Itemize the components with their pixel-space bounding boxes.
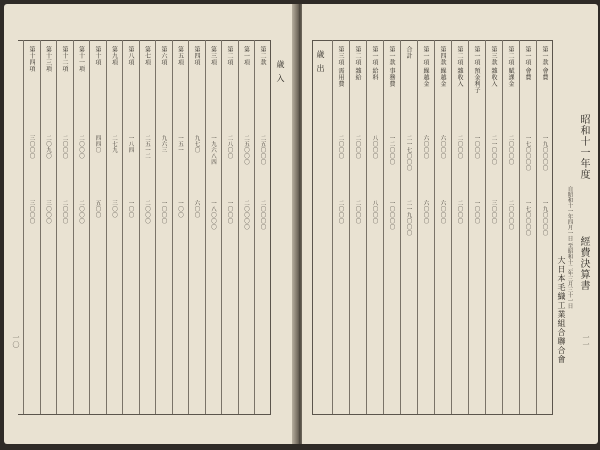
row-label: 第四項 [193, 46, 200, 66]
budget-amount: 四四〇 [94, 135, 101, 153]
budget-amount: 一九〇〇〇〇 [541, 135, 548, 171]
settled-amount: 二〇〇〇 [337, 200, 344, 224]
table-bottom-rule [312, 414, 552, 415]
settled-amount: 一七〇〇〇〇 [524, 200, 531, 236]
table-row [485, 40, 503, 414]
budget-amount: 九六三 [160, 135, 167, 153]
row-label: 第一項 會費 [524, 46, 531, 81]
row-label: 第十項 [94, 46, 101, 66]
budget-amount: 二七九 [111, 135, 117, 153]
budget-amount: 二〇〇〇 [354, 135, 361, 159]
title-suffix: 經費決算書 [578, 236, 589, 291]
budget-amount: 二八〇〇 [226, 135, 233, 159]
settled-amount: 一〇〇〇〇 [388, 200, 395, 230]
table-row [451, 40, 469, 414]
table-row [172, 40, 190, 414]
table-row [73, 40, 91, 414]
table-row [155, 40, 173, 414]
table-left-rule [312, 40, 313, 415]
section-heading: 歳入 [276, 60, 285, 88]
budget-amount: 二五一二 [144, 135, 150, 159]
settled-amount: 五〇〇 [94, 200, 101, 218]
left-page [4, 4, 296, 444]
row-label: 第十四項 [28, 46, 35, 72]
row-label: 第一項 給料 [371, 46, 378, 81]
settled-amount: 二〇〇〇 [456, 200, 463, 224]
fiscal-period: 自昭和十一年四月一日 至昭和十二年三月三十一日 [566, 186, 573, 309]
right-page [302, 4, 598, 444]
row-label: 第十三項 [44, 46, 52, 72]
budget-amount: 六〇〇〇 [439, 135, 446, 159]
table-row [56, 40, 74, 414]
row-label: 第一項 [242, 46, 250, 66]
row-label: 第一款 事務費 [388, 46, 395, 88]
row-label: 第三項 需用費 [337, 46, 344, 88]
budget-amount: 一七〇〇〇〇 [524, 135, 531, 171]
page-number: 一一 [582, 334, 590, 348]
settled-amount: 三〇〇〇 [490, 200, 497, 224]
row-label: 第一項 預金利子 [473, 46, 480, 94]
budget-amount: 一八四 [127, 135, 134, 153]
table-row [221, 40, 239, 414]
table-row [332, 40, 350, 414]
settled-amount: 一〇〇〇 [226, 200, 233, 224]
table-row [122, 40, 140, 414]
settled-amount: 一〇〇〇 [160, 200, 167, 224]
settled-amount: 二一九〇〇〇 [405, 200, 412, 236]
settled-amount: 一〇〇〇 [473, 200, 480, 224]
settled-amount: 二〇〇〇〇 [243, 200, 249, 230]
budget-amount: 一五一 [177, 135, 183, 153]
settled-amount: 一九〇〇〇〇 [541, 200, 548, 236]
settled-amount: 一〇〇 [177, 200, 183, 218]
settled-amount: 六〇〇〇 [439, 200, 446, 224]
row-label: 第四款 繰越金 [439, 46, 446, 88]
settled-amount: 二〇〇〇 [144, 200, 150, 224]
settled-amount: 一〇〇 [127, 200, 134, 218]
table-row [40, 40, 58, 414]
table-row [468, 40, 486, 414]
settled-amount: 八〇〇〇 [371, 200, 378, 224]
budget-amount: 二〇〇〇〇 [507, 135, 514, 165]
settled-amount: 三〇〇 [111, 200, 117, 218]
table-row [349, 40, 367, 414]
row-label: 第二項 [226, 46, 233, 66]
settled-amount: 二〇〇〇 [354, 200, 361, 224]
row-label: 第二項 雜收入 [456, 46, 463, 88]
row-label: 第十二項 [61, 46, 68, 72]
budget-amount: 二〇〇〇 [456, 135, 463, 159]
budget-amount: 三〇〇〇 [28, 135, 35, 159]
row-label: 第五項 [176, 46, 184, 66]
table-row [417, 40, 435, 414]
budget-amount: 二五〇〇〇 [243, 135, 249, 165]
row-label: 第十一項 [77, 46, 85, 72]
settled-amount: 三〇〇〇 [28, 200, 35, 224]
table-row [366, 40, 384, 414]
settled-amount: 六〇〇〇 [422, 200, 429, 224]
table-row [139, 40, 157, 414]
settled-amount: 二〇〇〇 [78, 200, 84, 224]
row-label: 第二項 賦課金 [507, 46, 514, 88]
budget-amount: 一九六八四 [210, 135, 216, 165]
table-row [89, 40, 107, 414]
section-heading-expenditure: 歳出 [316, 50, 325, 78]
row-label: 第二款 [259, 46, 266, 66]
row-label: 第一項 繰越金 [422, 46, 429, 88]
settled-amount: 二〇〇〇〇 [507, 200, 514, 230]
table-bottom-rule [18, 414, 270, 415]
budget-amount: 六〇〇〇 [422, 135, 429, 159]
budget-amount: 一〇〇〇 [473, 135, 480, 159]
table-row [434, 40, 452, 414]
organization-name: 大日本毛織工業組合聯合會 [557, 256, 566, 364]
budget-amount: 二五〇〇〇 [259, 135, 266, 165]
row-label: 第九項 [110, 46, 118, 66]
budget-amount: 一二〇〇〇 [388, 135, 395, 165]
budget-amount: 八〇〇〇 [371, 135, 378, 159]
budget-amount: 二一七〇〇〇 [405, 135, 412, 171]
settled-amount: 二〇〇〇 [61, 200, 68, 224]
table-row [23, 40, 41, 414]
budget-amount: 二〇〇〇 [78, 135, 84, 159]
row-label: 第六項 [160, 46, 167, 66]
budget-amount: 二〇九〇 [45, 135, 51, 159]
budget-amount: 九七〇 [193, 135, 200, 153]
row-label: 第七項 [143, 46, 151, 66]
table-row [106, 40, 124, 414]
page-number: 一〇 [12, 334, 20, 348]
settled-amount: 三〇〇〇 [45, 200, 51, 224]
settled-amount: 六〇〇 [193, 200, 200, 218]
budget-amount: 二〇〇〇 [337, 135, 344, 159]
row-label: 第二項 雜給 [354, 46, 361, 81]
row-label: 第八項 [127, 46, 134, 66]
settled-amount: 一八〇〇〇 [210, 200, 216, 230]
document-title: 昭和十一年度 [578, 114, 589, 180]
table-row [188, 40, 206, 414]
budget-amount: 二一〇〇〇 [490, 135, 497, 165]
row-label: 第三項 [209, 46, 217, 66]
budget-amount: 二〇〇〇 [61, 135, 68, 159]
row-label: 合計 [405, 46, 412, 59]
settled-amount: 二〇〇〇〇 [259, 200, 266, 230]
row-label: 第一款 會費 [541, 46, 548, 81]
row-label: 第三款 雜收入 [490, 46, 497, 88]
